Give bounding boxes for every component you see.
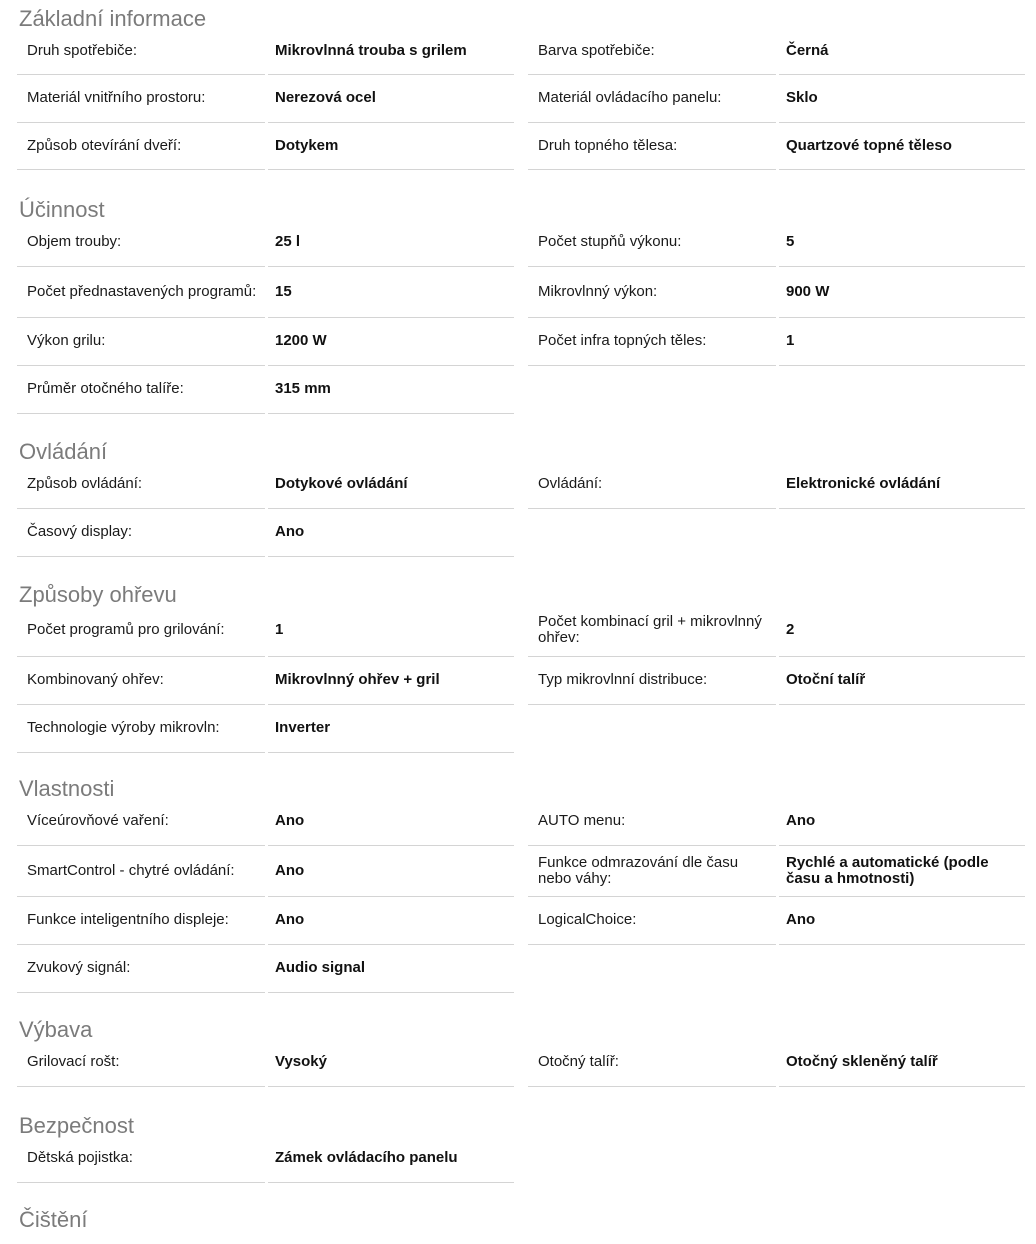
spec-value: Elektronické ovládání	[786, 475, 941, 492]
row-divider	[17, 169, 265, 170]
row-divider	[779, 704, 1025, 705]
row-divider	[268, 556, 514, 557]
spec-value: Černá	[786, 41, 829, 59]
spec-label: Druh topného tělesa:	[538, 136, 678, 154]
row-divider	[268, 413, 514, 414]
row-divider	[17, 1086, 265, 1087]
spec-label: Mikrovlnný výkon:	[538, 282, 658, 300]
spec-label: Funkce odmrazování dle času nebo váhy:	[538, 853, 739, 887]
spec-label: LogicalChoice:	[538, 911, 637, 928]
spec-row	[528, 27, 1024, 74]
spec-value: 15	[275, 282, 292, 300]
spec-value: Ano	[275, 523, 305, 540]
spec-value: Mikrovlnná trouba s grilem	[275, 41, 467, 59]
spec-label: Barva spotřebiče:	[538, 41, 655, 59]
spec-row	[17, 27, 513, 74]
row-divider	[268, 1086, 514, 1087]
spec-value: Ano	[275, 861, 305, 879]
row-divider	[17, 413, 265, 414]
spec-label: Typ mikrovlnní distribuce:	[538, 671, 708, 688]
spec-value: 25 l	[275, 233, 301, 250]
section-title-vybava: Výbava	[19, 1017, 93, 1042]
spec-value: Ano	[786, 812, 816, 829]
row-divider	[528, 704, 776, 705]
spec-value: Vysoký	[275, 1053, 327, 1070]
spec-row	[17, 460, 513, 508]
spec-row	[528, 797, 1024, 845]
spec-row	[528, 74, 1024, 122]
spec-value: 1200 W	[275, 332, 327, 349]
row-divider	[528, 944, 776, 945]
spec-row	[528, 122, 1024, 169]
spec-value: 900 W	[786, 282, 830, 300]
row-divider	[779, 508, 1025, 509]
section-title-bezpecnost: Bezpečnost	[19, 1113, 134, 1138]
spec-label: SmartControl - chytré ovládání:	[27, 861, 235, 879]
spec-value: 5	[786, 233, 795, 250]
row-divider	[17, 752, 265, 753]
spec-label: Průměr otočného talíře:	[27, 380, 184, 397]
spec-row	[17, 74, 513, 122]
spec-label: Způsob otevírání dveří:	[27, 136, 182, 154]
spec-label: Počet programů pro grilování:	[27, 620, 225, 638]
spec-label: Materiál ovládacího panelu:	[538, 89, 722, 106]
spec-row	[17, 944, 513, 992]
row-divider	[17, 992, 265, 993]
spec-value: Nerezová ocel	[275, 89, 376, 106]
spec-value: Ano	[275, 812, 305, 829]
spec-row	[528, 603, 1024, 656]
spec-row	[17, 365, 513, 413]
spec-row	[17, 896, 513, 944]
section-title-ovladani: Ovládání	[19, 439, 108, 464]
row-divider	[779, 1086, 1025, 1087]
section-title-cisteni: Čištění	[19, 1207, 88, 1232]
row-divider	[779, 365, 1025, 366]
spec-label: Počet infra topných těles:	[538, 332, 707, 349]
row-divider	[268, 1182, 514, 1183]
row-divider	[779, 944, 1025, 945]
spec-value: Zámek ovládacího panelu	[275, 1149, 458, 1166]
spec-label: Časový display:	[27, 523, 133, 540]
spec-label: Druh spotřebiče:	[27, 41, 138, 59]
spec-row	[17, 656, 513, 704]
spec-row	[528, 317, 1024, 365]
spec-row	[17, 1038, 513, 1086]
spec-value: Rychlé a automatické (podle času a hmotnosti)	[786, 853, 989, 887]
spec-row	[17, 122, 513, 169]
spec-label: Funkce inteligentního displeje:	[27, 911, 229, 928]
row-divider	[268, 992, 514, 993]
spec-row	[528, 460, 1024, 508]
spec-label: Počet kombinací gril + mikrovlnný ohřev:	[538, 612, 762, 646]
spec-row	[528, 845, 1024, 896]
spec-value: Sklo	[786, 89, 818, 106]
section-title-zpusoby-ohrevu: Způsoby ohřevu	[19, 582, 177, 607]
spec-value: Otoční talíř	[786, 671, 866, 688]
spec-label: Grilovací rošt:	[27, 1053, 120, 1070]
spec-row	[528, 1038, 1024, 1086]
section-title-ucinnost: Účinnost	[19, 197, 105, 222]
spec-value: Otočný skleněný talíř	[786, 1053, 938, 1070]
spec-value: Dotykové ovládání	[275, 475, 408, 492]
spec-label: Materiál vnitřního prostoru:	[27, 89, 206, 106]
spec-row	[528, 266, 1024, 317]
spec-row	[17, 797, 513, 845]
spec-value: Ano	[786, 911, 816, 928]
spec-row	[528, 896, 1024, 944]
spec-value: Ano	[275, 911, 305, 928]
row-divider	[268, 169, 514, 170]
spec-value: 315 mm	[275, 380, 331, 397]
spec-label: Kombinovaný ohřev:	[27, 671, 164, 688]
section-title-vlastnosti: Vlastnosti	[19, 776, 115, 801]
spec-value: Dotykem	[275, 136, 339, 154]
spec-value: 1	[786, 332, 795, 349]
spec-row	[17, 845, 513, 896]
spec-row	[17, 1134, 513, 1182]
spec-label: Víceúrovňové vaření:	[27, 812, 169, 829]
spec-label: Způsob ovládání:	[27, 475, 143, 492]
spec-value: 2	[786, 620, 795, 638]
row-divider	[17, 1182, 265, 1183]
spec-row	[17, 266, 513, 317]
spec-label: Dětská pojistka:	[27, 1149, 133, 1166]
spec-label: Zvukový signál:	[27, 959, 131, 976]
row-divider	[779, 169, 1025, 170]
spec-row	[528, 218, 1024, 266]
spec-label: Otočný talíř:	[538, 1053, 619, 1070]
row-divider	[17, 556, 265, 557]
spec-value: Mikrovlnný ohřev + gril	[275, 671, 440, 688]
spec-label: Technologie výroby mikrovln:	[27, 719, 220, 736]
spec-row	[17, 704, 513, 752]
spec-row	[17, 603, 513, 656]
row-divider	[268, 752, 514, 753]
row-divider	[528, 365, 776, 366]
spec-row	[17, 218, 513, 266]
section-title-zakladni-informace: Základní informace	[19, 6, 207, 31]
spec-row	[528, 656, 1024, 704]
spec-label: Objem trouby:	[27, 233, 122, 250]
spec-label: Počet stupňů výkonu:	[538, 233, 682, 250]
spec-row	[17, 508, 513, 556]
row-divider	[528, 508, 776, 509]
spec-value: Audio signal	[275, 959, 365, 976]
spec-label: Počet přednastavených programů:	[27, 282, 257, 300]
spec-label: Ovládání:	[538, 475, 603, 492]
spec-label: AUTO menu:	[538, 812, 626, 829]
row-divider	[528, 169, 776, 170]
spec-label: Výkon grilu:	[27, 332, 106, 349]
spec-value: Inverter	[275, 719, 331, 736]
spec-value: 1	[275, 620, 284, 638]
spec-row	[17, 317, 513, 365]
spec-value: Quartzové topné těleso	[786, 136, 952, 154]
row-divider	[528, 1086, 776, 1087]
